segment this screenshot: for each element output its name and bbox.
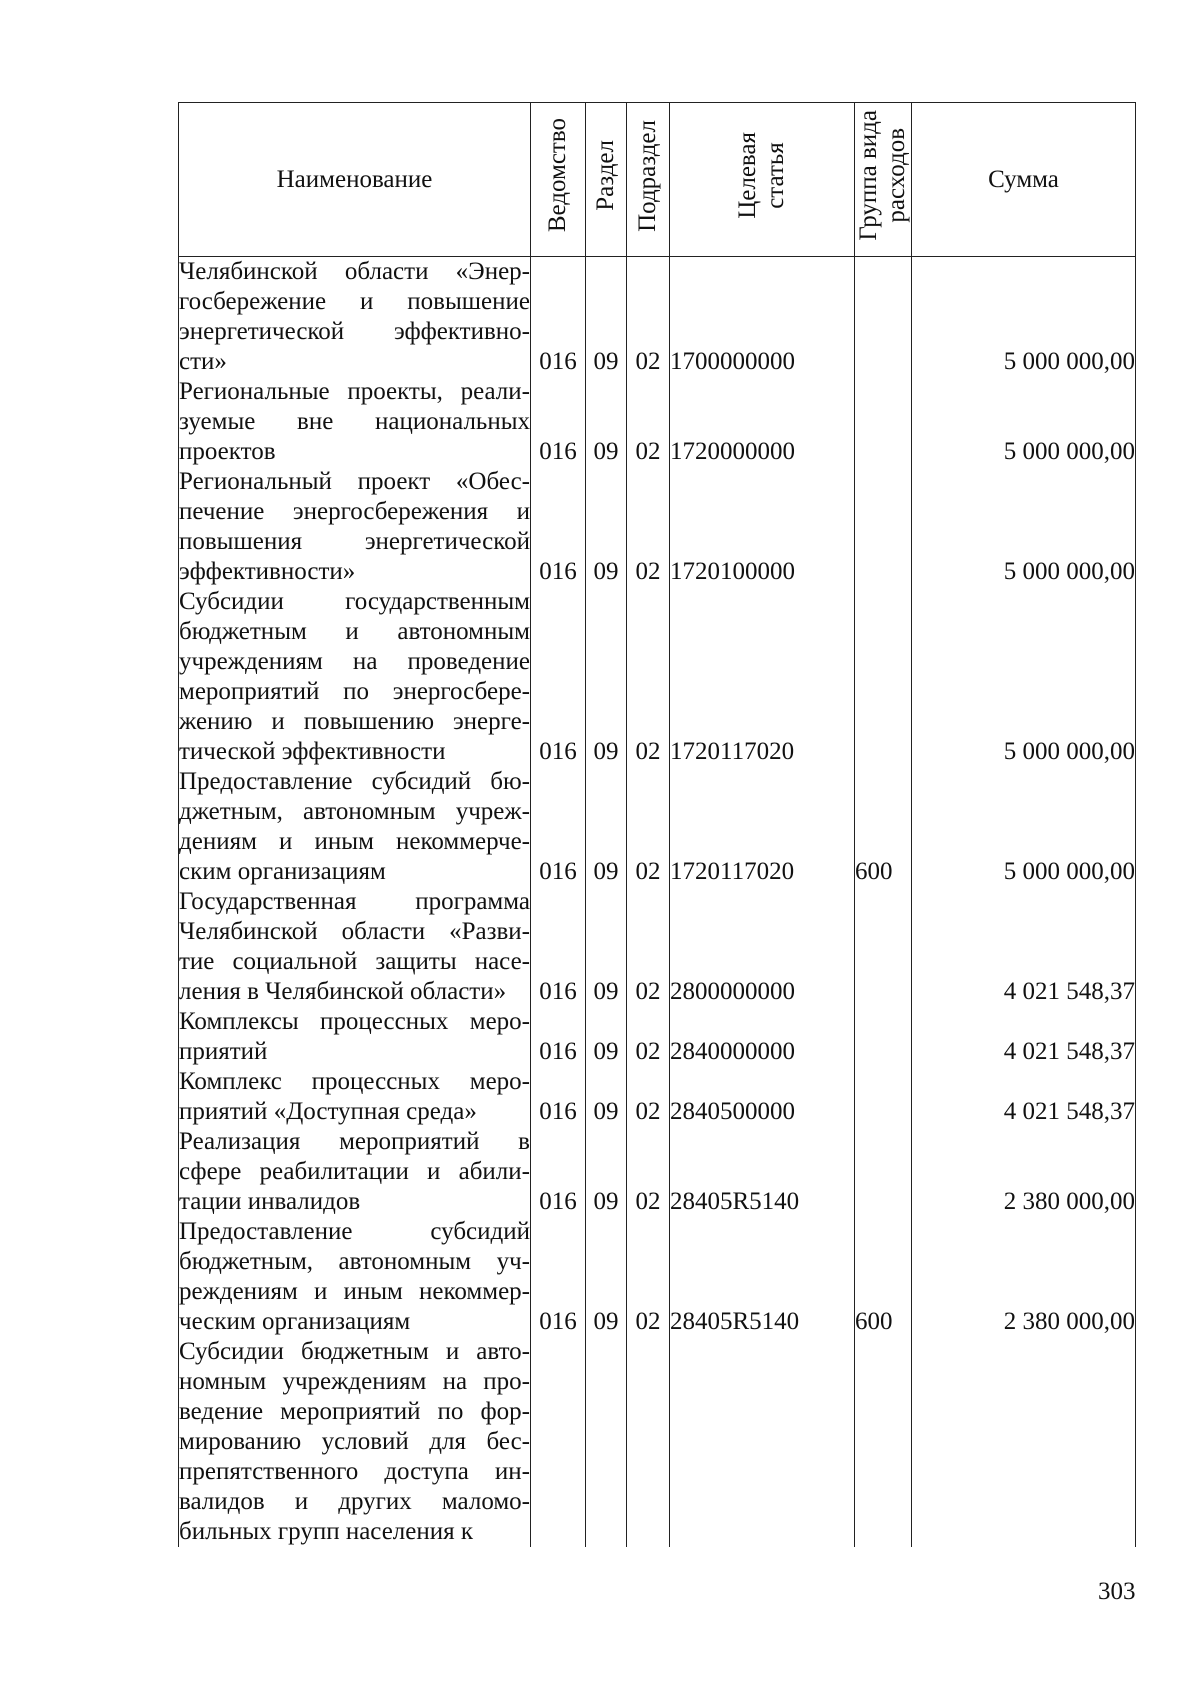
row-name-line: дениям и иным некоммерче-	[179, 828, 530, 855]
row-target-article: 1720117020	[670, 587, 855, 767]
row-podrazdel: 02	[627, 1127, 670, 1217]
row-sum: 2 380 000,00	[912, 1217, 1136, 1337]
header-razdel: Раздел	[586, 103, 627, 257]
row-name-line: госбережение и повышение	[179, 288, 530, 315]
row-name-line: приятий «Доступная среда»	[179, 1098, 477, 1125]
row-expense-group	[855, 257, 912, 378]
row-expense-group: 600	[855, 1217, 912, 1337]
header-expense-group: Группа вида расходов	[855, 103, 912, 257]
row-razdel: 09	[586, 257, 627, 378]
row-name-line: печение энергосбережения и	[179, 498, 530, 525]
row-name-line: Комплексы процессных меро-	[179, 1008, 530, 1035]
row-name	[179, 377, 531, 467]
row-sum: 5 000 000,00	[912, 767, 1136, 887]
row-name	[179, 257, 531, 378]
row-name-line: тации инвалидов	[179, 1188, 361, 1215]
row-vedomstvo: 016	[531, 1007, 586, 1067]
row-name-line: Государственная программа	[179, 888, 530, 915]
row-name-line: бильных групп населения к	[179, 1518, 474, 1545]
row-name-line: повышения энергетической	[179, 528, 530, 555]
row-expense-group	[855, 587, 912, 767]
row-name-line: ческим организациям	[179, 1308, 411, 1335]
row-name-line: тие социальной защиты насе-	[179, 948, 530, 975]
row-podrazdel: 02	[627, 887, 670, 1007]
row-podrazdel: 02	[627, 467, 670, 587]
row-name	[179, 587, 531, 767]
row-name-line: препятственного доступа ин-	[179, 1458, 530, 1485]
row-sum: 2 380 000,00	[912, 1127, 1136, 1217]
table-row	[179, 1007, 1136, 1067]
row-podrazdel: 02	[627, 587, 670, 767]
row-sum: 4 021 548,37	[912, 1007, 1136, 1067]
row-podrazdel: 02	[627, 1217, 670, 1337]
row-target-article: 2840000000	[670, 1007, 855, 1067]
row-razdel: 09	[586, 1127, 627, 1217]
page-number: 303	[1098, 1578, 1136, 1605]
budget-table	[178, 102, 1136, 1547]
row-razdel: 09	[586, 587, 627, 767]
row-expense-group	[855, 377, 912, 467]
table-row	[179, 1127, 1136, 1217]
row-name-line: эффективности»	[179, 558, 356, 585]
row-name	[179, 1127, 531, 1217]
row-target-article: 28405R5140	[670, 1127, 855, 1217]
row-name-line: бюджетным, автономным уч-	[179, 1248, 530, 1275]
header-podrazdel: Подраздел	[627, 103, 670, 257]
row-name-line: Субсидии бюджетным и авто-	[179, 1338, 530, 1365]
row-name	[179, 467, 531, 587]
row-name-line: Предоставление субсидий бю-	[179, 768, 530, 795]
row-podrazdel	[627, 1337, 670, 1547]
row-expense-group	[855, 1007, 912, 1067]
row-name-line: ведение мероприятий по фор-	[179, 1398, 530, 1425]
row-vedomstvo: 016	[531, 767, 586, 887]
row-name-line: Региональные проекты, реали-	[179, 378, 530, 405]
row-sum: 4 021 548,37	[912, 1067, 1136, 1127]
row-vedomstvo: 016	[531, 1217, 586, 1337]
row-name-line: сфере реабилитации и абили-	[179, 1158, 530, 1185]
row-sum: 5 000 000,00	[912, 257, 1136, 378]
row-sum	[912, 1337, 1136, 1547]
table-row	[179, 1337, 1136, 1547]
row-vedomstvo: 016	[531, 587, 586, 767]
row-expense-group	[855, 1337, 912, 1547]
row-name-line: Челябинской области «Энер-	[179, 258, 530, 285]
row-name	[179, 1067, 531, 1127]
row-name-line: Региональный проект «Обес-	[179, 468, 530, 495]
row-name-line: приятий	[179, 1038, 268, 1065]
row-podrazdel: 02	[627, 1007, 670, 1067]
row-name-line: Реализация мероприятий в	[179, 1128, 530, 1155]
row-target-article: 2840500000	[670, 1067, 855, 1127]
table-row	[179, 767, 1136, 887]
row-razdel: 09	[586, 377, 627, 467]
row-expense-group	[855, 1067, 912, 1127]
row-name-line: тической эффективности	[179, 738, 446, 765]
row-razdel: 09	[586, 887, 627, 1007]
header-vedomstvo: Ведомство	[531, 103, 586, 257]
row-expense-group	[855, 1127, 912, 1217]
row-expense-group	[855, 887, 912, 1007]
row-expense-group: 600	[855, 767, 912, 887]
row-vedomstvo: 016	[531, 1127, 586, 1217]
row-name	[179, 1217, 531, 1337]
row-podrazdel: 02	[627, 377, 670, 467]
row-name-line: учреждениям на проведение	[179, 648, 530, 675]
row-vedomstvo: 016	[531, 467, 586, 587]
row-name-line: зуемые вне национальных	[179, 408, 530, 435]
row-name-line: ления в Челябинской области»	[179, 978, 507, 1005]
row-sum: 5 000 000,00	[912, 587, 1136, 767]
row-podrazdel: 02	[627, 1067, 670, 1127]
table-row	[179, 257, 1136, 378]
row-razdel: 09	[586, 767, 627, 887]
row-razdel: 09	[586, 467, 627, 587]
row-name-line: проектов	[179, 438, 276, 465]
table-row	[179, 467, 1136, 587]
row-expense-group	[855, 467, 912, 587]
row-vedomstvo: 016	[531, 1067, 586, 1127]
row-name-line: джетным, автономным учреж-	[179, 798, 530, 825]
row-name	[179, 1337, 531, 1547]
row-sum: 5 000 000,00	[912, 467, 1136, 587]
row-name-line: Субсидии государственным	[179, 588, 530, 615]
row-name-line: Комплекс процессных меро-	[179, 1068, 530, 1095]
row-name-line: Челябинской области «Разви-	[179, 918, 530, 945]
row-name-line: жению и повышению энерге-	[179, 708, 530, 735]
row-target-article: 28405R5140	[670, 1217, 855, 1337]
table-body	[179, 257, 1136, 1548]
row-name-line: мированию условий для бес-	[179, 1428, 530, 1455]
row-vedomstvo	[531, 1337, 586, 1547]
row-vedomstvo: 016	[531, 887, 586, 1007]
header-sum: Сумма	[912, 103, 1136, 257]
row-name-line: Предоставление субсидий	[179, 1218, 530, 1245]
row-name-line: энергетической эффективно-	[179, 318, 530, 345]
table-row	[179, 887, 1136, 1007]
row-name-line: мероприятий по энергосбере-	[179, 678, 530, 705]
row-razdel: 09	[586, 1217, 627, 1337]
row-podrazdel: 02	[627, 257, 670, 378]
row-name	[179, 887, 531, 1007]
header-name: Наименование	[179, 103, 531, 257]
row-sum: 4 021 548,37	[912, 887, 1136, 1007]
table-row	[179, 587, 1136, 767]
row-target-article	[670, 1337, 855, 1547]
row-target-article: 1720100000	[670, 467, 855, 587]
row-name	[179, 767, 531, 887]
row-target-article: 1700000000	[670, 257, 855, 378]
row-name-line: реждениям и иным некоммер-	[179, 1278, 530, 1305]
row-vedomstvo: 016	[531, 257, 586, 378]
row-name-line: валидов и других маломо-	[179, 1488, 530, 1515]
table-header-row	[179, 103, 1136, 257]
table-row	[179, 1217, 1136, 1337]
row-name-line: сти»	[179, 348, 227, 375]
row-name-line: бюджетным и автономным	[179, 618, 530, 645]
row-target-article: 1720117020	[670, 767, 855, 887]
row-target-article: 1720000000	[670, 377, 855, 467]
table-row	[179, 1067, 1136, 1127]
row-podrazdel: 02	[627, 767, 670, 887]
row-sum: 5 000 000,00	[912, 377, 1136, 467]
row-target-article: 2800000000	[670, 887, 855, 1007]
row-razdel	[586, 1337, 627, 1547]
table-row	[179, 377, 1136, 467]
row-razdel: 09	[586, 1007, 627, 1067]
row-vedomstvo: 016	[531, 377, 586, 467]
row-name-line: ским организациям	[179, 858, 386, 885]
row-name	[179, 1007, 531, 1067]
row-razdel: 09	[586, 1067, 627, 1127]
row-name-line: номным учреждениям на про-	[179, 1368, 530, 1395]
header-target-article: Целевая статья	[670, 103, 855, 257]
